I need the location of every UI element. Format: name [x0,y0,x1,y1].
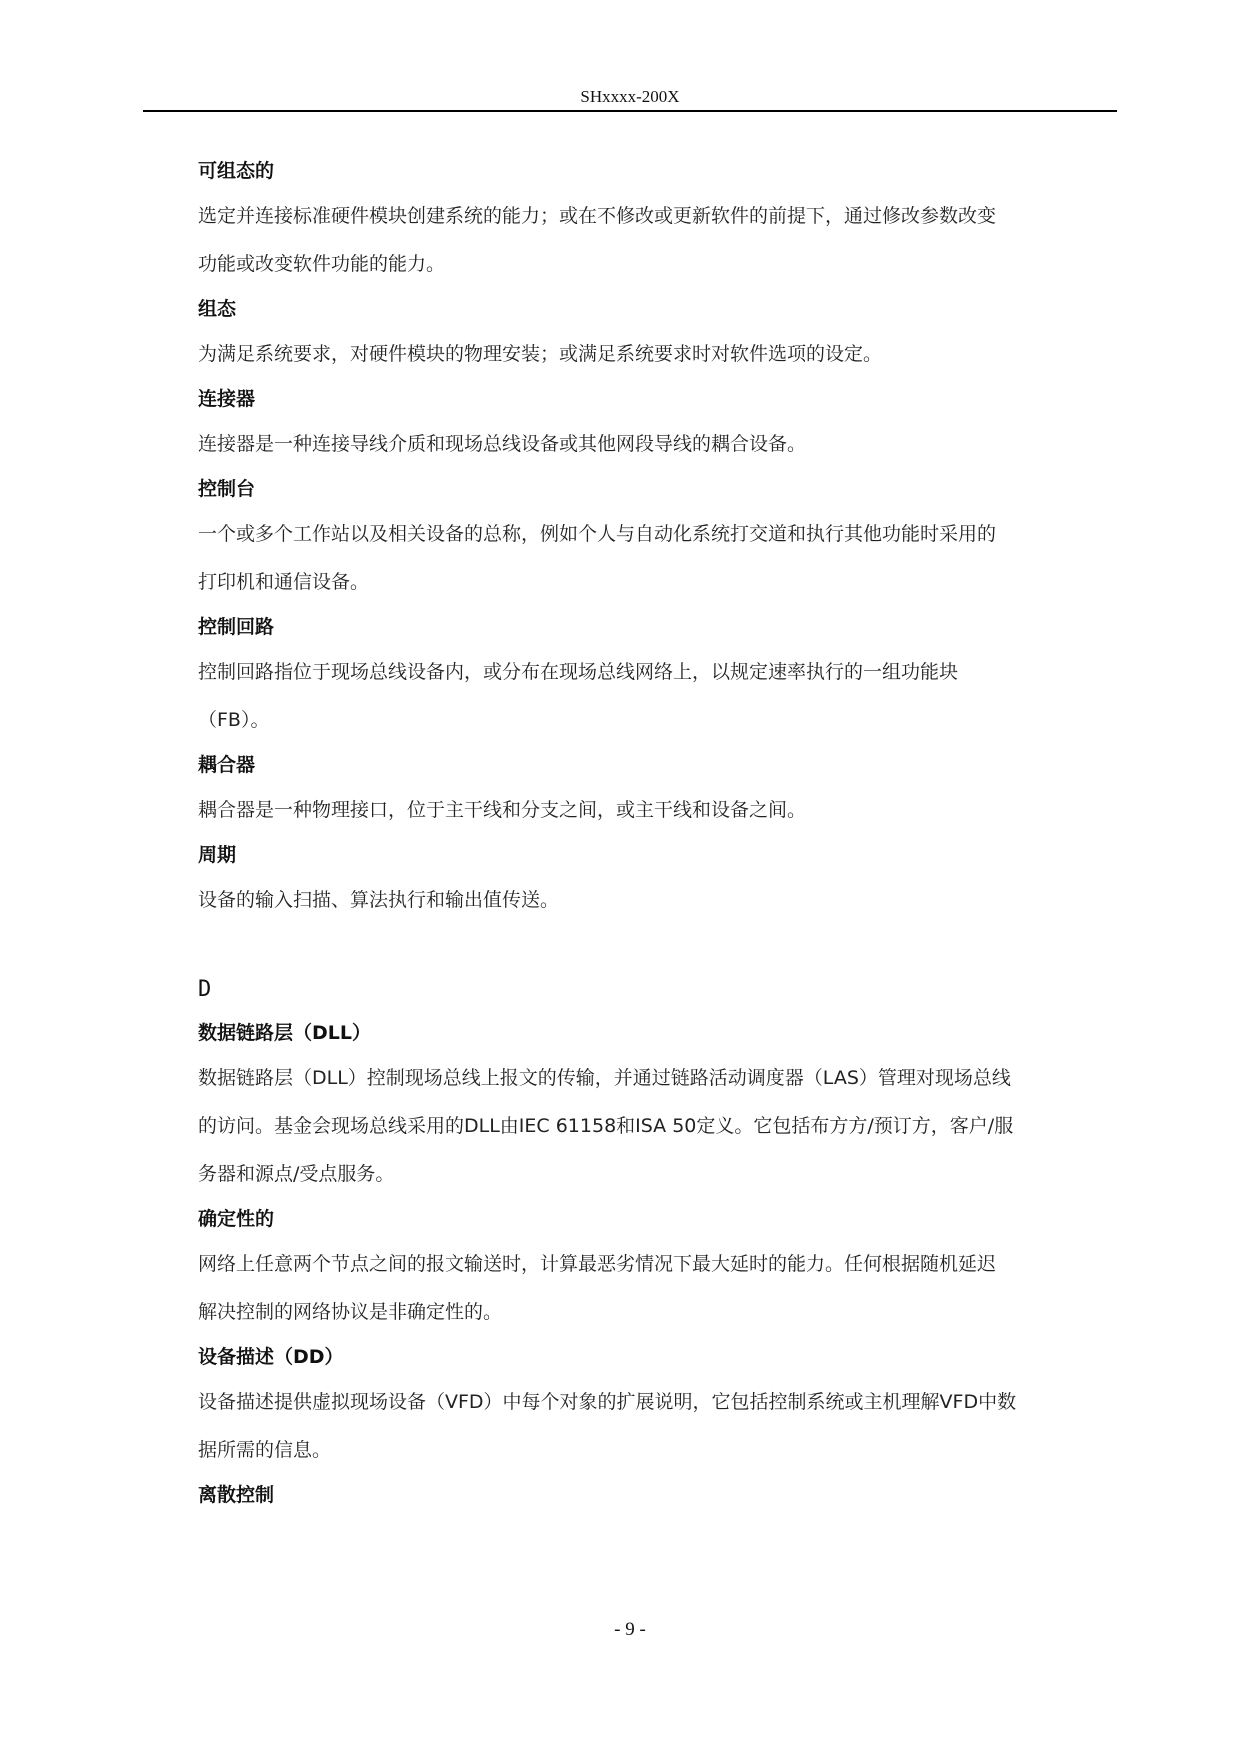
page-number: - 9 - [614,1619,646,1640]
term-heading: 控制台 [198,478,256,500]
glossary-entry [198,378,1116,468]
glossary-entry [198,1198,1116,1336]
header-rule [143,110,1117,112]
page-footer [143,1618,1117,1642]
definition-line: 数据链路层（DLL）控制现场总线上报文的传输，并通过链路活动调度器（LAS）管理对现场总线 [198,1067,1011,1089]
definition-line: 设备的输入扫描、算法执行和输出值传送。 [198,889,560,911]
definition-line: 功能或改变软件功能的能力。 [198,253,446,275]
term-heading: 周期 [198,844,237,866]
glossary-entry [198,606,1116,744]
term-heading: 连接器 [198,388,256,410]
glossary-entry [198,288,1116,378]
definition-line: 一个或多个工作站以及相关设备的总称，例如个人与自动化系统打交道和执行其他功能时采用的 [198,523,997,545]
definition-line: （FB）。 [198,709,270,731]
glossary-entry [198,150,1116,288]
glossary-entry [198,1474,1116,1516]
definition-line: 设备描述提供虚拟现场设备（VFD）中每个对象的扩展说明，它包括控制系统或主机理解VFD中数 [198,1391,1017,1413]
term-heading: 设备描述（DD） [198,1346,344,1368]
term-heading: 组态 [198,298,237,320]
term-heading: 控制回路 [198,616,275,638]
section-spacer [198,924,1116,968]
page-header [143,86,1117,108]
definition-line: 连接器是一种连接导线介质和现场总线设备或其他网段导线的耦合设备。 [198,433,807,455]
glossary-entry [198,1012,1116,1198]
glossary-entry [198,468,1116,606]
definition-line: 打印机和通信设备。 [198,571,370,593]
definition-line: 耦合器是一种物理接口，位于主干线和分支之间，或主干线和设备之间。 [198,799,807,821]
definition-line: 务器和源点/受点服务。 [198,1163,395,1185]
glossary-entry [198,834,1116,924]
definition-line: 控制回路指位于现场总线设备内，或分布在现场总线网络上，以规定速率执行的一组功能块 [198,661,959,683]
glossary-entry [198,1336,1116,1474]
glossary-entry [198,744,1116,834]
term-heading: 可组态的 [198,160,275,182]
term-heading: 确定性的 [198,1208,275,1230]
definition-line: 为满足系统要求，对硬件模块的物理安装；或满足系统要求时对软件选项的设定。 [198,343,883,365]
term-heading: 数据链路层（DLL） [198,1022,371,1044]
document-code: SHxxxx-200X [580,87,680,106]
definition-line: 选定并连接标准硬件模块创建系统的能力；或在不修改或更新软件的前提下，通过修改参数改变 [198,205,997,227]
definition-line: 的访问。基金会现场总线采用的DLL由IEC 61158和ISA 50定义。它包括布方方/预订方，客户/服 [198,1115,1014,1137]
term-heading: 耦合器 [198,754,256,776]
term-heading: 离散控制 [198,1484,275,1506]
definition-line: 网络上任意两个节点之间的报文输送时，计算最恶劣情况下最大延时的能力。任何根据随机延迟 [198,1253,997,1275]
section-letter-heading: D [198,977,212,1002]
definition-line: 据所需的信息。 [198,1439,332,1461]
definition-line: 解决控制的网络协议是非确定性的。 [198,1301,503,1323]
glossary-content [198,150,1116,1516]
